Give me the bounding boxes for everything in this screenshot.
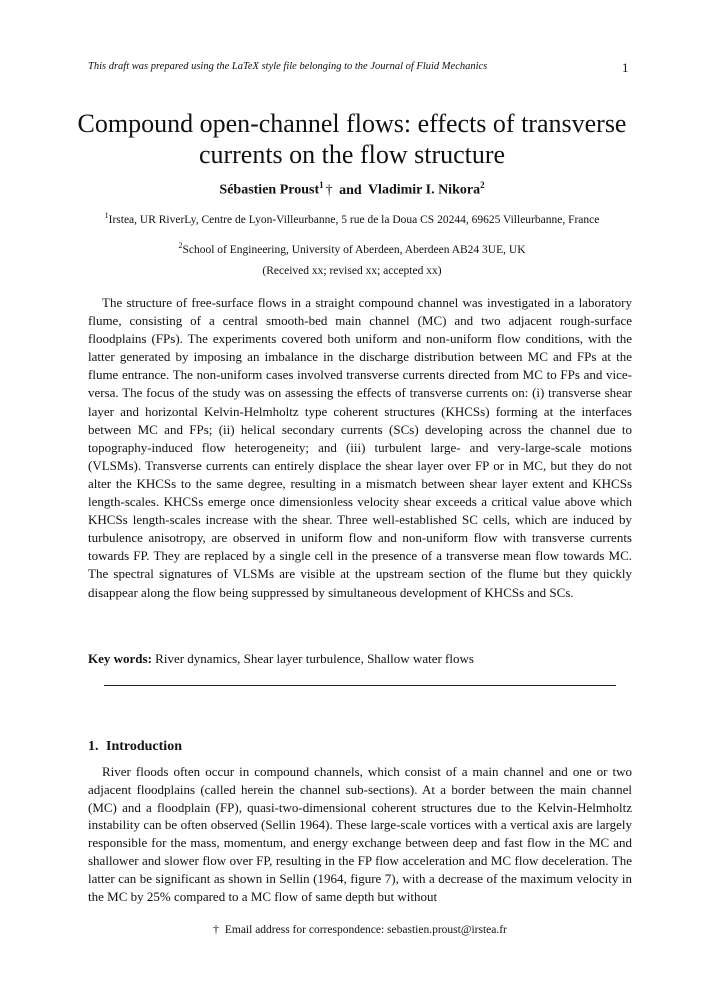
affiliation-2 bbox=[100, 238, 604, 258]
introduction-paragraph: River floods often occur in compound channels, which consist of a main channel and one or two adjacent floodplains (called herein the channel sub-sections). At a border between the main channel (MC) and a floodplain (FP), quasi-two-dimensional coherent structures due to the Kelvin-Helmholtz instability can be often observed (Sellin 1964). These large-scale vortices with a vertical axis are largely responsible for the mass, momentum, and energy exchange between deep and fast flow in the MC and shallower and slower flow over FP, resulting in the FP flow acceleration and MC flow deceleration. The latter can be significant as shown in Sellin (1964, figure 7), with a decrease of the maximum velocity in the MC by 25% compared to a MC flow of same depth but without bbox=[88, 764, 632, 904]
affiliation-1-text: Irstea, UR RiverLy, Centre de Lyon-Villeurbanne, 5 rue de la Doua CS 20244, 69625 Villeurbanne, France bbox=[108, 213, 600, 226]
paper-title: Compound open-channel flows: effects of transverse currents on the flow structure bbox=[77, 109, 627, 169]
affiliation-1-mark: 1 bbox=[104, 211, 109, 220]
keywords bbox=[88, 651, 632, 667]
section-title: Introduction bbox=[106, 739, 182, 754]
section-number: 1. bbox=[88, 739, 99, 754]
section-heading bbox=[88, 739, 182, 755]
abstract-divider bbox=[104, 685, 616, 686]
affiliation-2-mark: 2 bbox=[178, 241, 183, 250]
footnote-text: Email address for correspondence: sebastien.proust@irstea.fr bbox=[224, 924, 507, 936]
running-head: This draft was prepared using the LaTeX style file belonging to the Journal of Fluid Mechanics bbox=[88, 61, 488, 72]
author-line bbox=[40, 180, 664, 199]
author-1-name: Sébastien Proust bbox=[219, 182, 320, 198]
author-1-affil-mark: 1 bbox=[319, 180, 324, 190]
author-conjunction: and bbox=[339, 182, 362, 198]
affiliation-1 bbox=[100, 208, 604, 228]
author-2-name: Vladimir I. Nikora bbox=[367, 182, 481, 198]
received-dates: (Received xx; revised xx; accepted xx) bbox=[262, 265, 442, 277]
author-1-corresponding-mark: † bbox=[325, 182, 333, 198]
affiliation-2-text: School of Engineering, University of Aberdeen, Aberdeen AB24 3UE, UK bbox=[182, 243, 526, 256]
author-2-affil-mark: 2 bbox=[480, 180, 485, 190]
abstract: The structure of free-surface flows in a straight compound channel was investigated in a laboratory flume, consisting of a central smooth-bed main channel (MC) and two adjacent rough-surface floodplains (FPs). The experiments covered both uniform and non-uniform flow conditions, with the latter generated by imposing an imbalance in the discharge distribution between MC and FPs at the flume entrance. The non-uniform cases involved transverse currents directed from MC to FPs and vice-versa. The focus of the study was on assessing the effects of transverse currents on: (i) transverse shear layer and horizontal Kelvin-Helmholtz type coherent structures (KHCSs) forming at the interfaces between MC and FPs; (ii) helical secondary currents (SCs) developing across the channel due to topography-induced flow heterogeneity; and (iii) turbulent large- and very-large-scale motions (VLSMs). Transverse currents can entirely displace the shear layer over FP or in MC, but they do not alter the KHCSs to the same degree, resulting in a mismatch between shear layer extent and KHCSs length-scales. KHCSs emerge once dimensionless velocity shear exceeds a critical value above which KHCSs length-scales increase with the shear. Three well-established SC cells, which are induced by turbulence anisotropy, are observed in uniform flow and non-uniform flow with transverse currents towards FP. They are replaced by a single cell in the presence of a transverse mean flow towards MC. The spectral signatures of VLSMs are visible at the upstream section of the flume but they quickly disappear along the flow being suppressed by simultaneous development of KHCSs and SCs. bbox=[88, 295, 632, 600]
correspondence-footnote bbox=[88, 924, 632, 936]
keywords-label: Key words: bbox=[88, 651, 152, 666]
footnote-mark: † bbox=[213, 924, 219, 936]
page-number: 1 bbox=[622, 60, 629, 75]
keywords-text: River dynamics, Shear layer turbulence, Shallow water flows bbox=[155, 651, 474, 666]
